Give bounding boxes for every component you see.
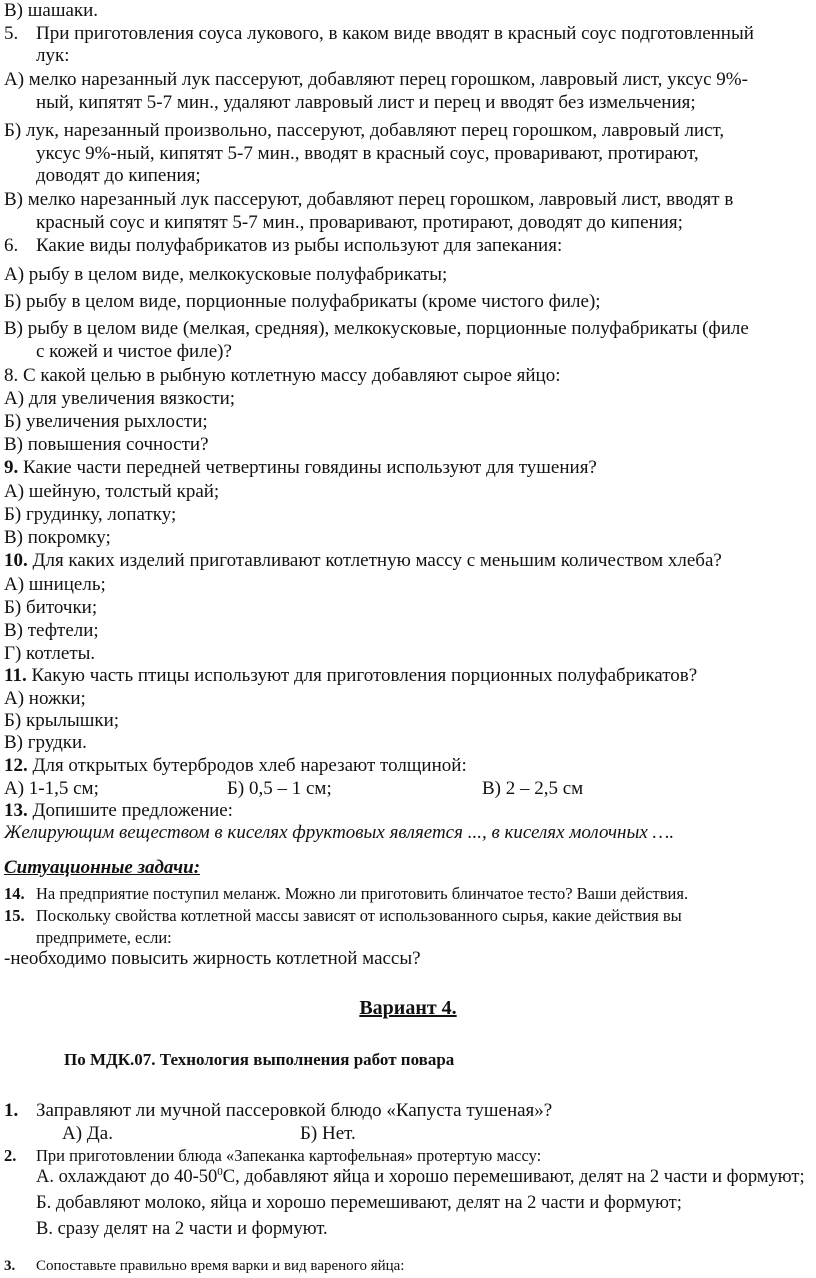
answer-line xyxy=(36,1166,805,1188)
question-text: Заправляют ли мучной пассеровкой блюдо «Капуста тушеная»? xyxy=(36,1100,553,1121)
variant-question-3 xyxy=(4,1255,404,1277)
question-8: 8. С какой целью в рыбную котлетную массу добавляют сырое яйцо: xyxy=(4,365,561,386)
question-text: Какую часть птицы используют для приготовления порционных полуфабрикатов? xyxy=(26,665,698,686)
answer-line: красный соус и кипятят 5-7 мин., проваривают, протирают, доводят до кипения; xyxy=(36,212,683,233)
answer-line: В. сразу делят на 2 части и формуют. xyxy=(36,1219,328,1239)
answer-line: А) шницель; xyxy=(4,574,106,595)
answer-option-b: Б) Нет. xyxy=(300,1123,356,1144)
question-text: Допишите предложение: xyxy=(27,800,233,821)
answer-line: В) повышения сочности? xyxy=(4,434,209,455)
question-text: предпримете, если: xyxy=(36,928,172,947)
question-number: 6. xyxy=(4,235,19,256)
answer-line: с кожей и чистое филе)? xyxy=(36,341,232,362)
question-6 xyxy=(4,235,562,257)
answer-line: Б) крылышки; xyxy=(4,710,120,731)
degree-superscript: 0 xyxy=(217,1165,223,1178)
subject-title: По МДК.07. Технология выполнения работ повара xyxy=(64,1050,455,1069)
question-text: Поскольку свойства котлетной массы зависят от использованного сырья, какие действия вы xyxy=(36,906,682,925)
answer-line: В) рыбу в целом виде (мелкая, средняя), мелкокусковые, порционные полуфабрикаты (филе xyxy=(4,318,749,339)
question-number: 10. xyxy=(4,550,28,571)
answer-line: Г) котлеты. xyxy=(4,643,96,664)
answer-line: Б. добавляют молоко, яйца и хорошо перемешивают, делят на 2 части и формуют; xyxy=(36,1193,682,1213)
question-text: Какие части передней четвертины говядины используют для тушения? xyxy=(18,457,597,478)
question-number: 12. xyxy=(4,755,28,776)
question-number: 13. xyxy=(4,800,28,821)
answer-text: А. охлаждают до 40-50 xyxy=(36,1167,218,1187)
answer-option-c: В) 2 – 2,5 см xyxy=(482,778,584,799)
answer-line: Б) грудинку, лопатку; xyxy=(4,504,177,525)
answer-line: А) для увеличения вязкости; xyxy=(4,388,236,409)
answer-line: Б) увеличения рыхлости; xyxy=(4,411,208,432)
question-text: Для открытых бутербродов хлеб нарезают толщиной: xyxy=(27,755,467,776)
question-14 xyxy=(4,883,688,905)
question-10 xyxy=(4,550,722,572)
fill-in-sentence: Желирующим веществом в киселях фруктовых является ..., в киселях молочных …. xyxy=(4,822,675,843)
answer-line: Б) лук, нарезанный произвольно, пассеруют, добавляют перец горошком, лавровый лист, xyxy=(4,120,725,141)
answer-option-a: А) 1-1,5 см; xyxy=(4,778,99,799)
question-text: Для каких изделий приготавливают котлетную массу с меньшим количеством хлеба? xyxy=(27,550,722,571)
answer-line: А) шейную, толстый край; xyxy=(4,481,220,502)
question-number: 15. xyxy=(4,906,25,925)
answer-text: С, добавляют яйца и хорошо перемешивают, делят на 2 части и формуют; xyxy=(222,1167,805,1187)
question-11 xyxy=(4,665,697,687)
answer-line: Б) рыбу в целом виде, порционные полуфабрикаты (кроме чистого филе); xyxy=(4,291,601,312)
answer-option-a: А) Да. xyxy=(62,1123,113,1144)
question-text: лук: xyxy=(36,45,70,66)
answer-line: В) тефтели; xyxy=(4,620,99,641)
question-text: Сопоставьте правильно время варки и вид вареного яйца: xyxy=(36,1258,405,1274)
question-number: 9. xyxy=(4,457,19,478)
question-text: На предприятие поступил меланж. Можно ли приготовить блинчатое тесто? Ваши действия. xyxy=(36,884,689,903)
question-number: 2. xyxy=(4,1146,17,1165)
question-9 xyxy=(4,457,597,479)
variant-question-2 xyxy=(4,1145,541,1167)
question-12 xyxy=(4,755,467,777)
answer-line: В) грудки. xyxy=(4,732,87,753)
answer-line: В) шашаки. xyxy=(4,0,99,21)
answer-line: А) мелко нарезанный лук пассеруют, добавляют перец горошком, лавровый лист, уксус 9%- xyxy=(4,69,748,90)
section-heading: Ситуационные задачи: xyxy=(4,857,201,878)
question-number: 11. xyxy=(4,665,27,686)
question-text: При приготовлении блюда «Запеканка картофельная» протертую массу: xyxy=(36,1146,542,1165)
answer-line: ный, кипятят 5-7 мин., удаляют лавровый лист и перец и вводят без измельчения; xyxy=(36,92,696,113)
variant-question-1 xyxy=(4,1100,552,1122)
question-5 xyxy=(4,23,754,45)
question-13 xyxy=(4,800,233,822)
variant-title: Вариант 4. xyxy=(359,997,457,1019)
answer-line: доводят до кипения; xyxy=(36,165,201,186)
answer-line: В) покромку; xyxy=(4,527,111,548)
answer-line: А) рыбу в целом виде, мелкокусковые полуфабрикаты; xyxy=(4,264,448,285)
question-text: При приготовления соуса лукового, в каком виде вводят в красный соус подготовленный xyxy=(36,23,754,44)
answer-line: уксус 9%-ный, кипятят 5-7 мин., вводят в красный соус, проваривают, протирают, xyxy=(36,143,699,164)
answer-line: А) ножки; xyxy=(4,688,86,709)
answer-line: В) мелко нарезанный лук пассеруют, добавляют перец горошком, лавровый лист, вводят в xyxy=(4,189,734,210)
question-number: 1. xyxy=(4,1100,19,1121)
question-text: Какие виды полуфабрикатов из рыбы используют для запекания: xyxy=(36,235,563,256)
question-number: 14. xyxy=(4,884,25,903)
question-number: 5. xyxy=(4,23,19,44)
question-text: -необходимо повысить жирность котлетной массы? xyxy=(4,948,421,969)
question-15 xyxy=(4,905,682,927)
answer-option-b: Б) 0,5 – 1 см; xyxy=(227,778,332,799)
question-number: 3. xyxy=(4,1258,16,1274)
answer-line: Б) биточки; xyxy=(4,597,98,618)
